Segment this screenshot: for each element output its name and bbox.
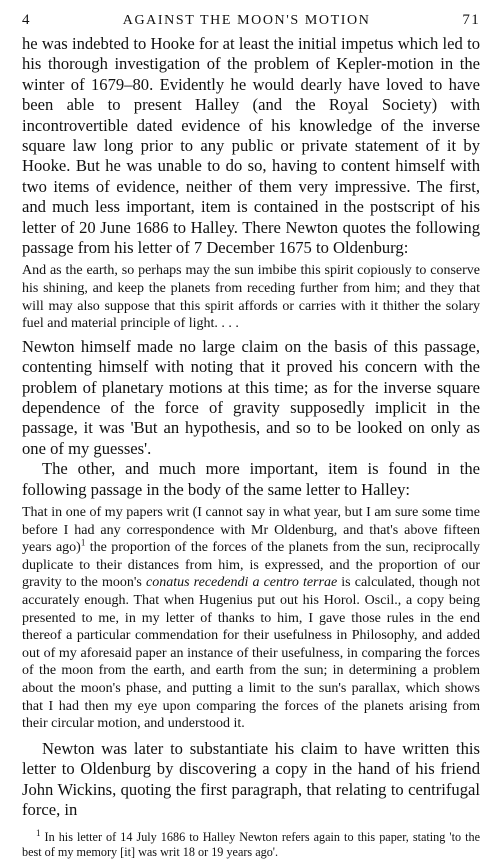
block-quote-1: And as the earth, so perhaps may the sun imbibe this spirit copiously to conserve his shining, and keep the planets from receding further from him; and they that will may also suppose that this spirit affords or carries with it thither the solary fuel and material principle of light. . . . <box>22 263 480 332</box>
quote2-part-a: That in one of my papers writ (I cannot say in what year, but I am sure some time before I had any correspondence with Mr Oldenburg, and that's above fifteen years ago) <box>22 505 480 556</box>
paragraph-4: Newton was later to substantiate his claim to have written this letter to Oldenburg by discovering a copy in the hand of his friend John Wickins, quoting the first paragraph, that relating to centrifugal force, in <box>22 738 480 820</box>
page-number: 71 <box>462 12 480 28</box>
running-head <box>22 12 480 34</box>
block-quote-2 <box>22 504 480 733</box>
book-page <box>22 12 480 860</box>
quote2-part-c: is calculated, though not accurately enough. That when Hugenius put out his Horol. Oscil., a copy being presented to me, in my letter of thanks to him, I gave those rules in the end thereof a particular commendation for their usefulness in Philosophy, and added out of my aforesaid paper an instance of their usefulness, in comparing the forces of the moon from the earth, and earth from the sun; in determining a problem about the moon's phase, and putting a limit to the sun's parallax, which shows that I had then my eye upon comparing the forces of the planets arising from their circular motion, and understood it. <box>22 575 481 732</box>
chapter-number: 4 <box>22 12 31 28</box>
paragraph-1: he was indebted to Hooke for at least the initial impetus which led to his thorough investigation of the problem of Kepler-motion in the winter of 1679–80. Evidently he would dearly have loved to have been able to present Halley (and the Royal Society) with incontrovertible dated evidence of his knowledge of the inverse square law long prior to any public or private statement of it by Hooke. But he was unable to do so, having to content himself with two items of evidence, neither of them very impressive. The first, and much less important, item is contained in the postscript of his letter of 20 June 1686 to Halley. There Newton quotes the following passage from his letter of 7 December 1675 to Oldenburg: <box>22 34 480 258</box>
footnote-text: In his letter of 14 July 1686 to Halley Newton refers again to this paper, stating 'to the best of my memory [it] was writ 18 or 19 years ago'. <box>22 830 480 860</box>
running-title: AGAINST THE MOON'S MOTION <box>122 13 371 28</box>
latin-phrase: conatus recedendi a centro terrae <box>146 575 338 591</box>
quote2-part-b: the proportion of the forces of the planets from the sun, reciprocally duplicate to their distances from him, is expressed, and the proportion of our gravity to the moon's <box>22 540 480 591</box>
footnote <box>22 830 480 860</box>
footnote-marker: 1 <box>36 828 41 839</box>
paragraph-2: Newton himself made no large claim on the basis of this passage, contenting himself with noting that it proved his concern with the problem of planetary motions at this time; as for the inverse square dependence of the force of gravity supposedly implicit in the passage, it was 'But an hypothesis, and so to be looked on only as one of my guesses'. <box>22 336 480 458</box>
footnote-reference: 1 <box>80 537 86 548</box>
paragraph-3: The other, and much more important, item is found in the following passage in the body of the same letter to Halley: <box>22 459 480 499</box>
